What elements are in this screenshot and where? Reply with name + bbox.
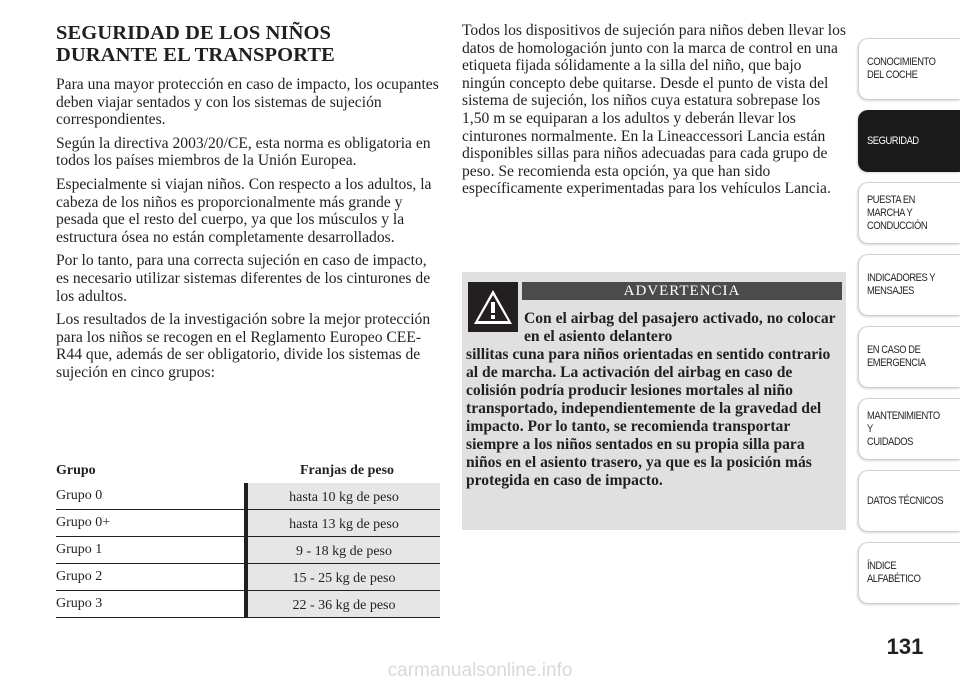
table-row [56,483,440,510]
table-row [56,510,440,537]
right-column [462,22,848,204]
tab-indice[interactable]: ÍNDICE ALFABÉTICO [858,542,960,604]
row-group: Grupo 0 [56,488,103,503]
row-group: Grupo 1 [56,542,103,557]
tab-datos-tecnicos[interactable]: DATOS TÉCNICOS [858,470,960,532]
right-paragraph: Todos los dispositivos de sujeción para niños deben llevar los datos de homologación junto con la marca de control en una etiqueta fijada sólidamente a la silla del niño, que bajo ningún concepto debe quitarse. Desde el punto de vista del sistema de sujeción, los niños cuya estatura sobrepase los 1,50 m se equiparan a los adultos y deberán llevar los cinturones normalmente. En la Lineaccessori Lancia están disponibles sillas para niños adecuadas para cada grupo de peso. Se recomienda esta opción, ya que han sido específicamente experimentadas para los vehículos Lancia. [462,22,846,198]
row-group: Grupo 3 [56,596,103,611]
page-number: 131 [886,634,924,659]
header-weight: Franjas de peso [299,463,395,478]
tab-conocimiento[interactable]: CONOCIMIENTO DEL COCHE [858,38,960,100]
tab-seguridad[interactable]: SEGURIDAD [858,110,960,172]
weight-groups-table [56,459,440,618]
row-weight: 15 - 25 kg de peso [248,564,440,590]
header-group: Grupo [56,463,96,478]
tab-emergencia[interactable]: EN CASO DE EMERGENCIA [858,326,960,388]
warning-box [462,272,846,530]
tab-mantenimiento[interactable]: MANTENIMIENTO Y CUIDADOS [858,398,960,460]
row-group: Grupo 2 [56,569,103,584]
tab-puesta-en-marcha[interactable]: PUESTA EN MARCHA Y CONDUCCIÓN [858,182,960,244]
row-weight: hasta 13 kg de peso [248,510,440,536]
paragraph-2: Según la directiva 2003/20/CE, esta norma es obligatoria en todos los países miembros de la Unión Europea. [56,134,431,170]
chapter-tabs [858,38,960,614]
left-column [56,22,440,388]
row-weight: 9 - 18 kg de peso [248,537,440,563]
row-weight: hasta 10 kg de peso [248,483,440,509]
paragraph-3: Especialmente si viajan niños. Con respecto a los adultos, la cabeza de los niños es proporcionalmente más grande y pesada que el resto del cuerpo, ya que los músculos y la estructura ósea no están completamente desarrollados. [56,175,432,246]
tab-indicadores[interactable]: INDICADORES Y MENSAJES [858,254,960,316]
warning-text [466,310,842,490]
warning-label: ADVERTENCIA [522,282,842,300]
row-weight: 22 - 36 kg de peso [248,591,440,617]
row-group: Grupo 0+ [56,515,111,530]
paragraph-4: Por lo tanto, para una correcta sujeción en caso de impacto, es necesario utilizar sistemas diferentes de los cinturones de los adultos. [56,252,431,305]
section-title-line1: SEGURIDAD DE LOS NIÑOS [56,22,332,44]
table-row [56,564,440,591]
paragraph-5: Los resultados de la investigación sobre la mejor protección para los niños se recogen en el Reglamento Europeo CEE- R44 que, además de ser obligatorio, divide los sistemas de sujeción en cinco grupos: [56,311,431,381]
table-row [56,591,440,618]
warning-text-rest: sillitas cuna para niños orientadas en sentido contrario al de marcha. La activación del airbag en caso de colisión podría producir lesiones mortales al niño transportado, independientemente de la gravedad del impacto. Por lo tanto, se recomienda transportar siempre a los niños sentados en su propia silla para niños en el asiento trasero, ya que es la posición más protegida en caso de impacto. [466,346,831,489]
paragraph-1: Para una mayor protección en caso de impacto, los ocupantes deben viajar sentados y con los sistemas de sujeción correspondientes. [56,76,439,129]
table-row [56,537,440,564]
warning-text-first: Con el airbag del pasajero activado, no colocar en el asiento delantero [524,310,836,345]
section-title [56,22,440,66]
section-title-line2: DURANTE EL TRANSPORTE [56,44,335,66]
watermark: carmanualsonline.info [387,660,573,681]
table-header [56,459,440,483]
